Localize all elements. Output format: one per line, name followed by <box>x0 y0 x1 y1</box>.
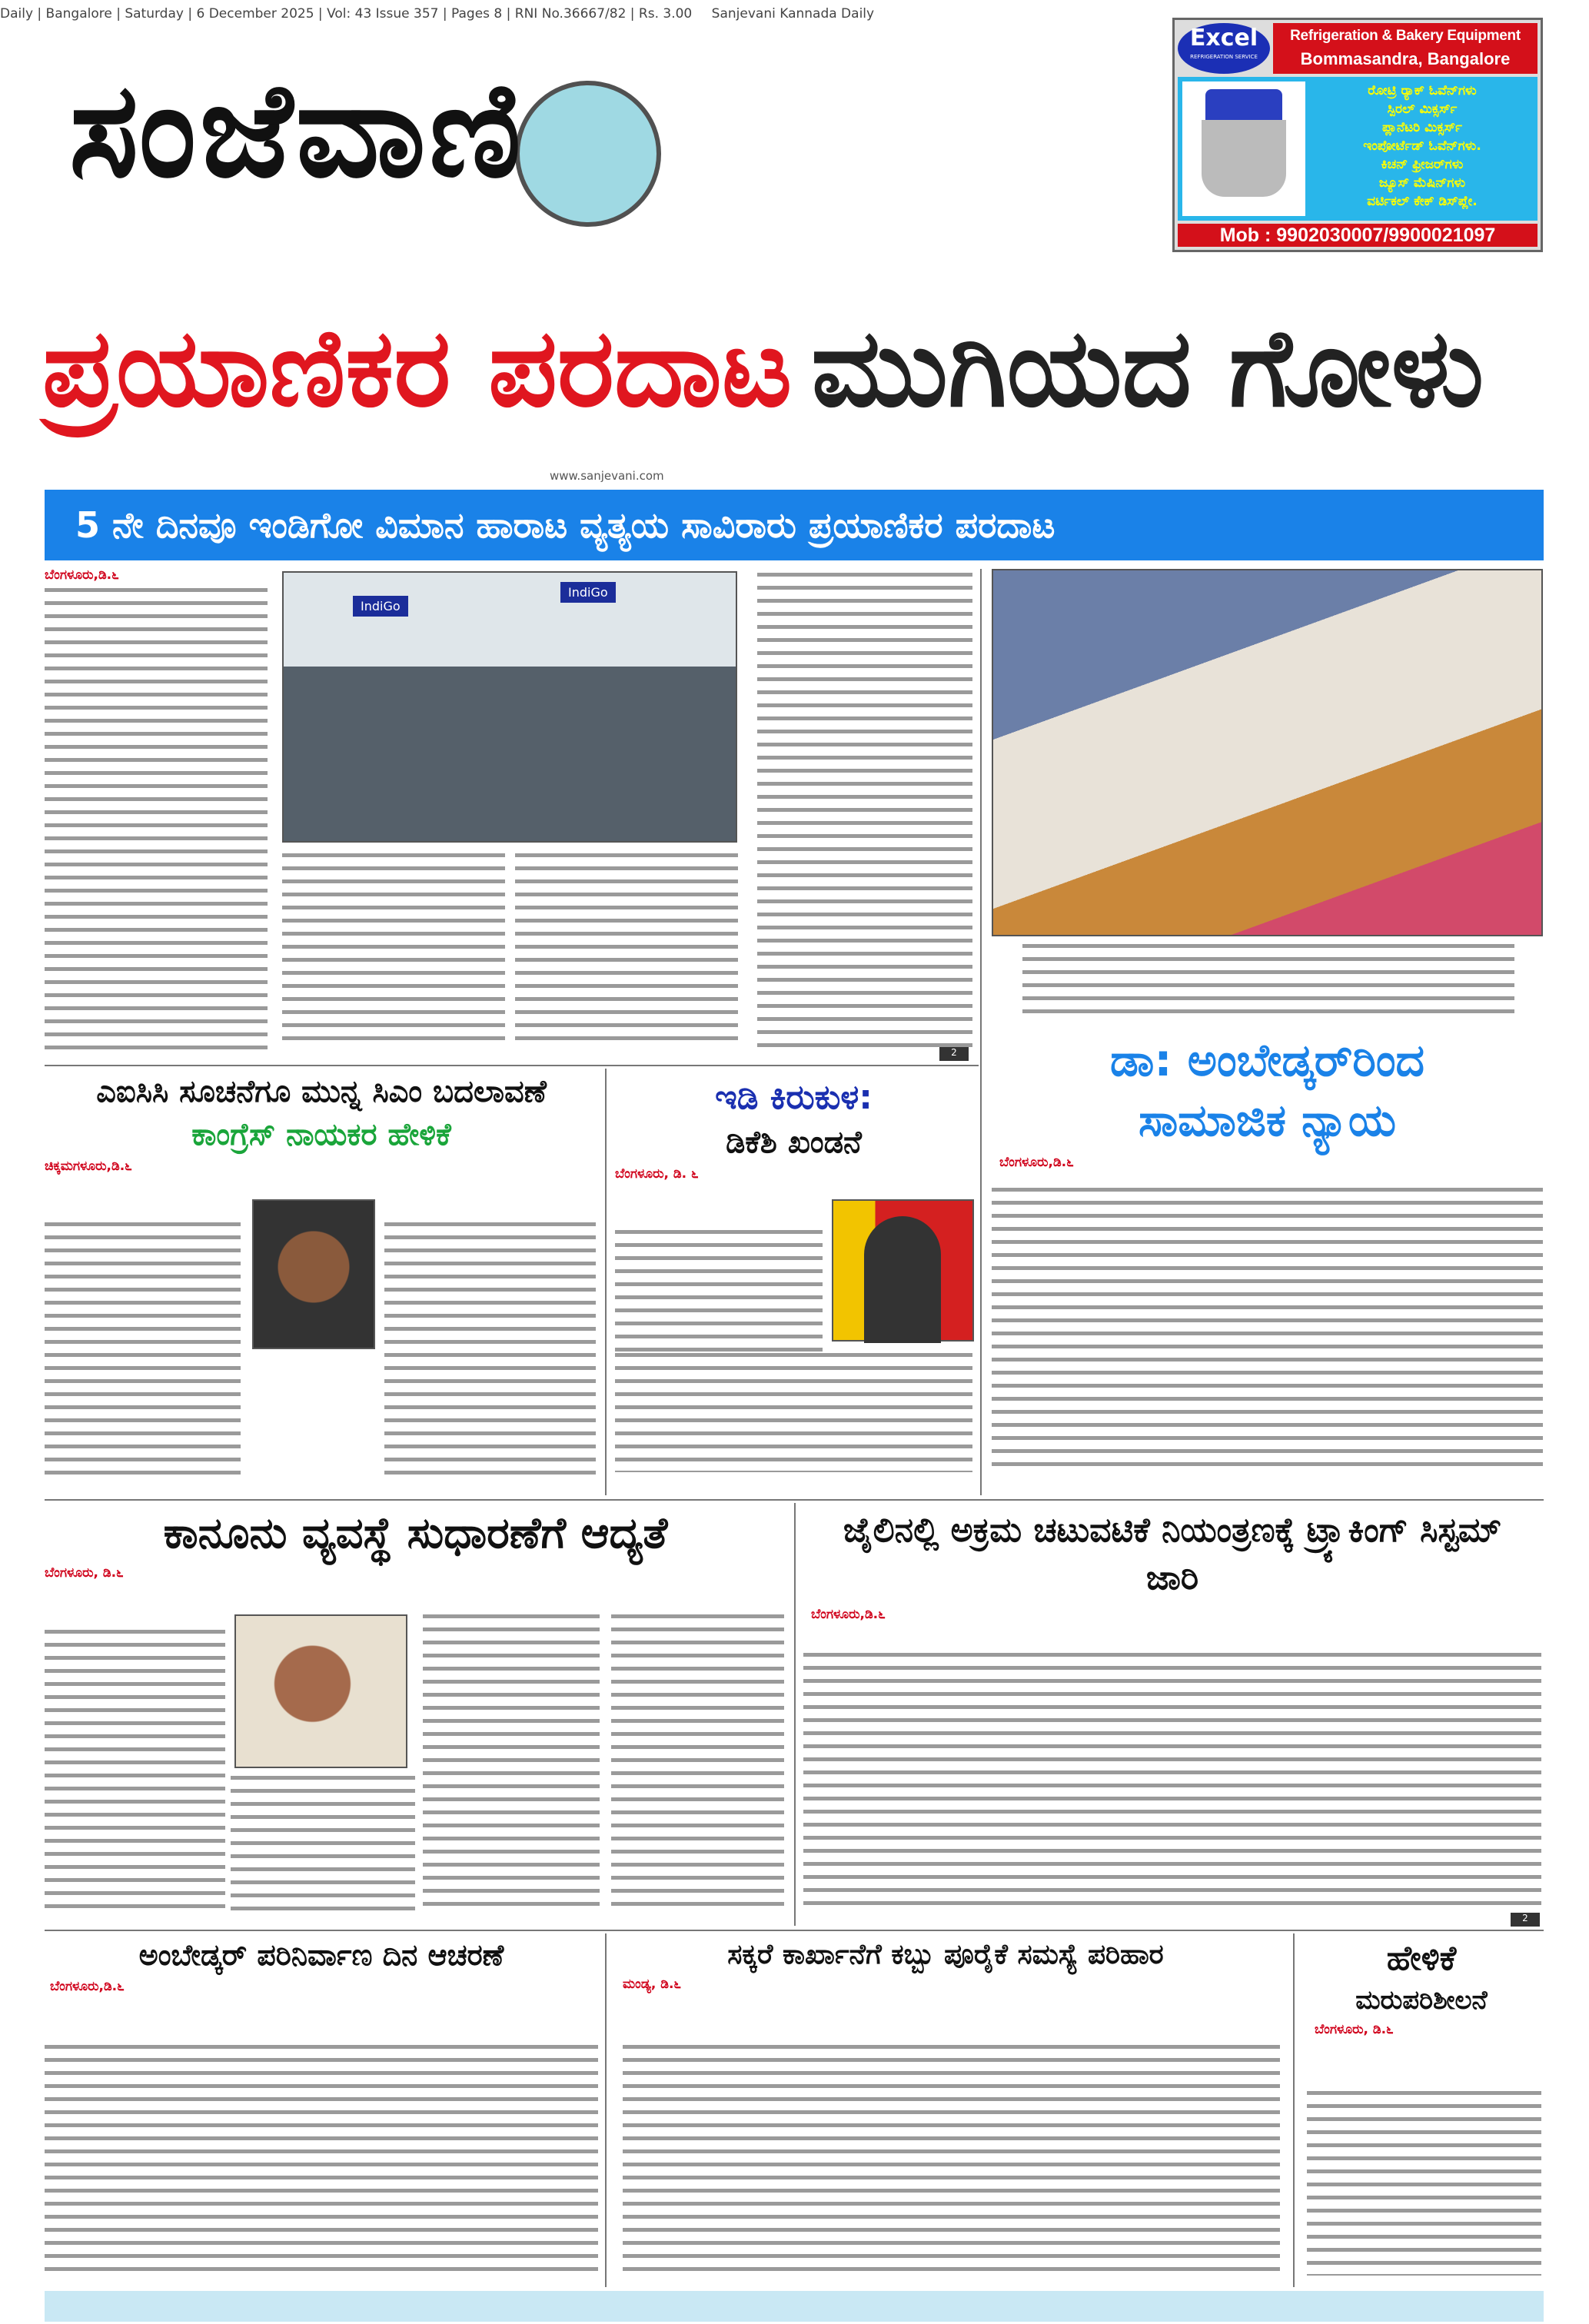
row-divider <box>45 1065 979 1066</box>
page-jump-marker: 2 <box>939 1047 969 1061</box>
ed-header <box>611 1076 976 1182</box>
law-body-2 <box>231 1776 415 1910</box>
headline-mandya: ಸಕ್ಕರೆ ಕಾರ್ಖಾನೆಗೆ ಕಬ್ಬು ಪೂರೈಕೆ ಸಮಸ್ಯೆ ಪರಿಹಾರ <box>727 1939 1164 1970</box>
column-divider <box>794 1503 796 1926</box>
kicker-dks: ಡಿಕೆಶಿ ಖಂಡನೆ <box>726 1125 862 1160</box>
lead-dateline: ಬೆಂಗಳೂರು,ಡಿ.೬ <box>45 567 119 583</box>
kicker-statement: ಮರುಪರಿಶೀಲನೆ <box>1355 1985 1488 2016</box>
photo-caption <box>1022 944 1514 1017</box>
ambedkar-dateline: ಬೆಂಗಳೂರು,ಡಿ.೬ <box>999 1155 1079 1170</box>
aicc-body-left <box>45 1222 241 1476</box>
jail-body <box>803 1653 1541 1910</box>
ambedkar-body <box>992 1188 1543 1472</box>
headline-article-6: ಅಂಬೇಡ್ಕರ್ ಪರಿನಿರ್ವಾಣ ದಿನ ಆಚರಣೆ <box>138 1938 504 1972</box>
law-header <box>45 1507 786 1581</box>
lead-headline <box>42 269 1549 469</box>
lead-subhead: 5 ನೇ ದಿನವೂ ಇಂಡಿಗೋ ವಿಮಾನ ಹಾರಾಟ ವ್ಯತ್ಯಯ ಸಾವಿರಾರು ಪ್ರಯಾಣಿಕರ ಪರದಾಟ <box>45 490 1544 560</box>
page-jump-marker-2: 2 <box>1511 1913 1540 1927</box>
top-info-line <box>0 6 1153 22</box>
aicc-body-right <box>384 1222 596 1476</box>
law-body-1 <box>45 1630 225 1910</box>
law-body-3 <box>423 1614 600 1910</box>
ambedkar-tribute-photo[interactable] <box>992 569 1543 936</box>
ad-logo: Excel REFRIGERATION SERVICE <box>1178 23 1270 74</box>
article6-header <box>45 1937 598 1994</box>
politician-portrait-1[interactable] <box>252 1199 375 1349</box>
aicc-dateline: ಚಿಕ್ಕಮಗಳೂರು,ಡಿ.೬ <box>45 1159 137 1174</box>
article6-dateline: ಬೆಂಗಳೂರು,ಡಿ.೬ <box>50 1979 129 1994</box>
issue-info: Daily | Bangalore | Saturday | 6 December 2025 | Vol: 43 Issue 357 | Pages 8 | RNI No.36667/82 | Rs. 3.00 <box>0 6 693 22</box>
headline-jail-tracking: ಜೈಲಿನಲ್ಲಿ ಅಕ್ರಮ ಚಟುವಟಿಕೆ ನಿಯಂತ್ರಣಕ್ಕೆ ಟ್ರ್ಯಾಕಿಂಗ್ ಸಿಸ್ಟಮ್ ಜಾರಿ <box>843 1511 1502 1598</box>
law-body-4 <box>611 1614 784 1910</box>
bottom-strip <box>45 2291 1544 2322</box>
headline-aicc: ಎಐಸಿಸಿ ಸೂಚನೆಗೂ ಮುನ್ನ ಸಿಎಂ ಬದಲಾವಣೆ <box>96 1074 547 1109</box>
column-divider <box>605 1069 607 1495</box>
ambedkar-header <box>992 1030 1543 1170</box>
masthead-website: www.sanjevani.com <box>550 469 664 483</box>
headline-ambedkar: ಡಾ: ಅಂಬೇಡ್ಕರ್‌ರಿಂದ ಸಾಮಾಜಿಕ ನ್ಯಾಯ <box>1109 1034 1425 1146</box>
lead-body-col1 <box>45 588 268 1049</box>
lead-body-col3 <box>515 853 738 1049</box>
ed-body-2 <box>615 1353 972 1472</box>
headline-ed: ಇಡಿ ಕಿರುಕುಳ: <box>715 1078 873 1117</box>
ad-body <box>1178 77 1537 221</box>
indigo-airport-photo[interactable]: IndiGo IndiGo <box>282 571 737 843</box>
mandya-header <box>611 1937 1280 1992</box>
headline-black: ಮುಗಿಯದ ಗೋಳು <box>811 306 1484 431</box>
kicker-congress: ಕಾಂಗ್ರೆಸ್ ನಾಯಕರ ಹೇಳಿಕೆ <box>191 1117 451 1152</box>
lead-body-col2 <box>282 853 505 1049</box>
headline-law-order: ಕಾನೂನು ವ್ಯವಸ್ಥೆ ಸುಧಾರಣೆಗೆ ಆದ್ಯತೆ <box>163 1508 668 1558</box>
column-divider <box>980 569 982 1495</box>
headline-red: ಪ್ರಯಾಣಿಕರ ಪರದಾಟ <box>42 306 793 431</box>
column-divider <box>1293 1933 1295 2287</box>
statement-dateline: ಬೆಂಗಳೂರು, ಡಿ.೬ <box>1315 2022 1398 2037</box>
ad-title-box: Refrigeration & Bakery Equipment Bommasandra, Bangalore <box>1273 23 1537 74</box>
ad-items: ರೋಟ್ರಿ ರ್‍ಯಾಕ್ ಓವೆನ್‌ಗಳು ಸ್ಪಿರಲ್ ಮಿಕ್ಸರ್ಸ್ ಪ್ಲಾನೆಟರಿ ಮಿಕ್ಸರ್ಸ್ ಇಂಪೋರ್ಟೆಡ್ ಓವೆನ್‌ಗಳು. ಕಿಚನ್ ಫ್ರೀಜರ್‌ಗಳು ಜ್ಯೂಸ್ ಮೆಷಿನ್‌ಗಳು ವರ್ಟಿಕಲ್ ಕೇಕ್ ಡಿಸ್‌ಪ್ಲೇ. <box>1363 83 1481 209</box>
law-dateline: ಬೆಂಗಳೂರು, ಡಿ.೬ <box>45 1565 128 1581</box>
row-divider <box>45 1930 1544 1931</box>
mandya-dateline: ಮಂಡ್ಯ, ಡಿ.೬ <box>623 1977 686 1992</box>
statement-header <box>1299 1937 1544 2037</box>
ad-phone: Mob : 9902030007/9900021097 <box>1178 224 1537 247</box>
dk-shivakumar-portrait[interactable] <box>832 1199 974 1342</box>
politician-portrait-2[interactable] <box>234 1614 407 1768</box>
jail-dateline: ಬೆಂಗಳೂರು,ಡಿ.೬ <box>811 1607 890 1622</box>
masthead-title: ಸಂಜೆವಾಣಿ <box>69 55 525 207</box>
advertisement[interactable] <box>1172 18 1543 252</box>
headline-statement: ಹೇಳಿಕೆ <box>1386 1939 1457 1978</box>
lead-body-col4 <box>757 573 972 1049</box>
mandya-body <box>623 2045 1280 2276</box>
masthead <box>69 35 1145 227</box>
article6-body <box>45 2045 598 2276</box>
ed-dateline: ಬೆಂಗಳೂರು, ಡಿ. ೬ <box>615 1166 703 1182</box>
column-divider <box>605 1933 607 2287</box>
mixer-image <box>1182 81 1305 216</box>
aicc-header <box>45 1072 598 1174</box>
paper-name-small: Sanjevani Kannada Daily <box>711 6 875 22</box>
row-divider <box>45 1499 1544 1501</box>
statement-body <box>1307 2091 1541 2276</box>
jail-header <box>803 1507 1541 1622</box>
